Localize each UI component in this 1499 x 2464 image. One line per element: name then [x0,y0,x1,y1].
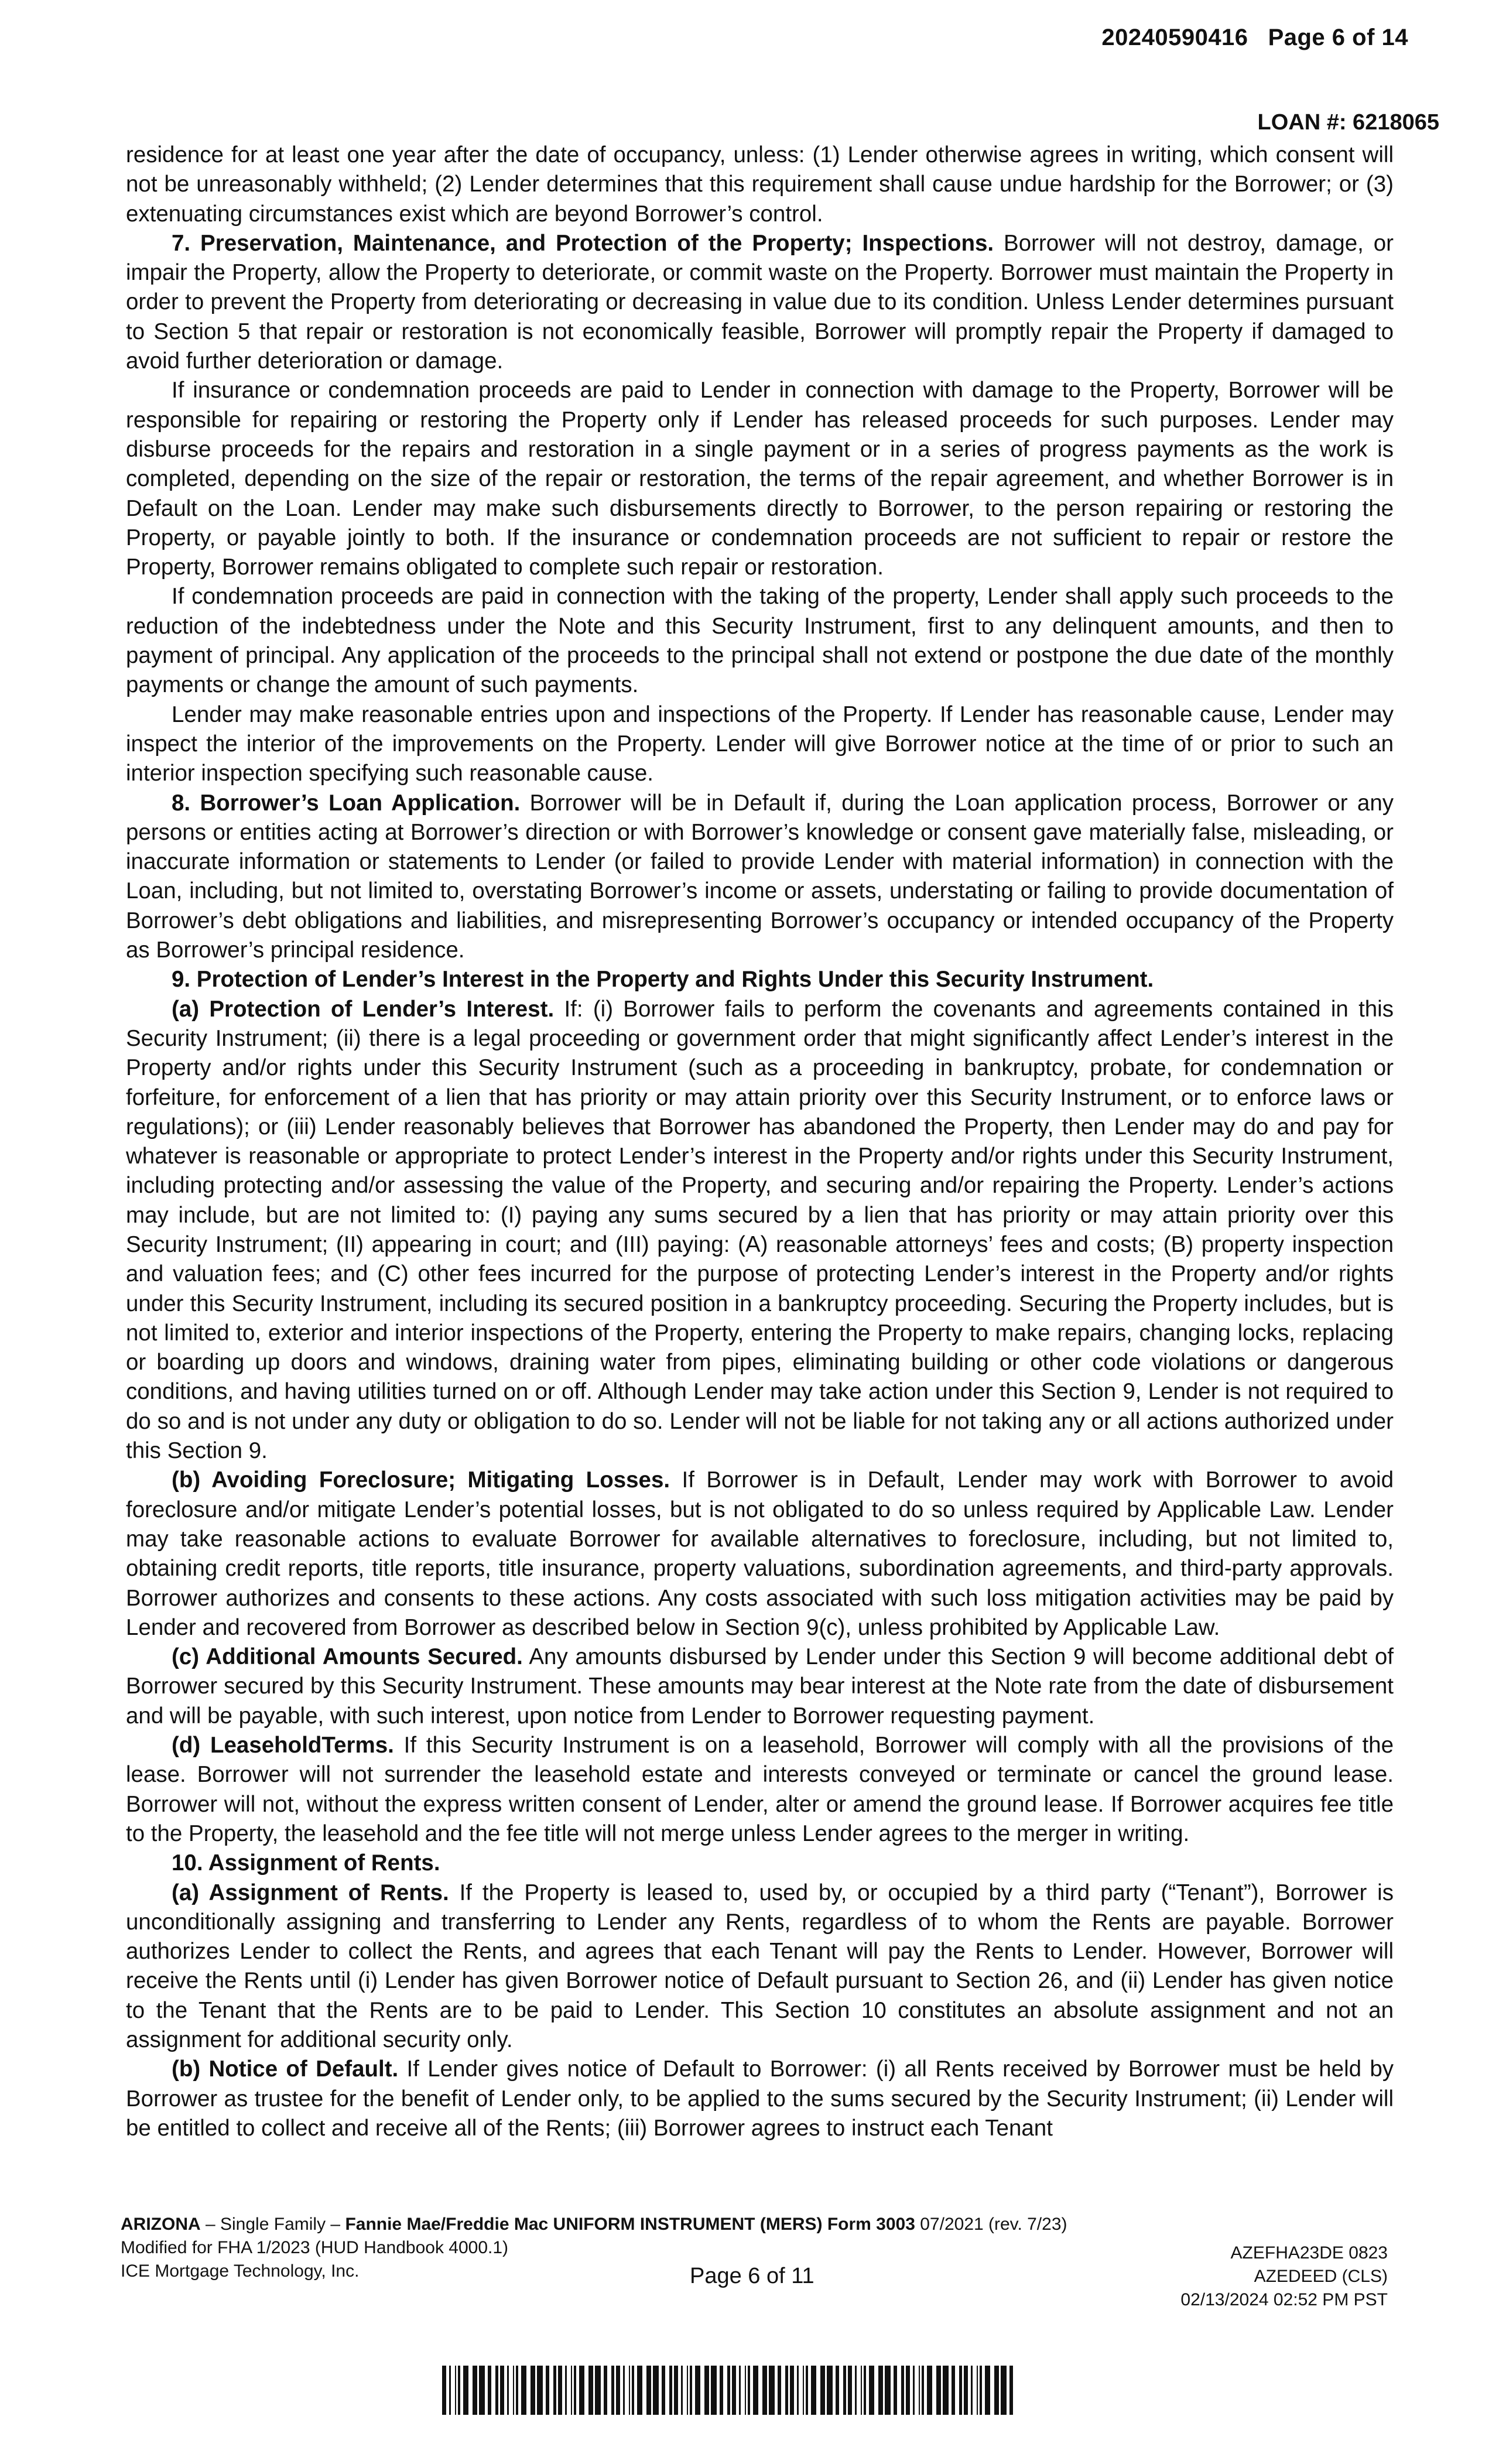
barcode-bar [901,2366,904,2415]
footer-timestamp: 02/13/2024 02:52 PM PST [1180,2290,1388,2309]
barcode-bar [695,2366,700,2415]
barcode-bar [894,2366,897,2415]
barcode-bar [820,2366,825,2415]
section-9d-heading: (d) LeaseholdTerms. [172,1733,394,1758]
barcode-bar [507,2366,509,2415]
barcode-bar [848,2366,852,2415]
barcode-bar [616,2366,620,2415]
recording-page: Page 6 of 14 [1268,25,1408,50]
barcode-bar [442,2366,446,2415]
barcode-bar [632,2366,634,2415]
barcode-bar [623,2366,625,2415]
barcode-bar [906,2366,910,2415]
footer-code-1: AZEFHA23DE 0823 [1230,2243,1388,2263]
barcode-bar [869,2366,874,2415]
barcode-bar [604,2366,607,2415]
section-7-paragraph-4: Lender may make reasonable entries upon and inspections of the Property. If Lender has reasonable cause, Lender may inspect the interior of the improvements on the Property. Lender will give Borrower notice at the time of or prior to such an interior inspection specifying such reasonable cause. [126,701,1394,786]
barcode-bar [574,2366,576,2415]
barcode-bar [531,2366,535,2415]
barcode-bar [571,2366,572,2415]
barcode-bar [720,2366,723,2415]
barcode-bar [711,2366,717,2415]
barcode-bar [878,2366,883,2415]
barcode-bar [449,2366,451,2415]
document-body [126,141,1394,2143]
footer-form-line [121,2213,1067,2236]
section-8-heading: 8. Borrower’s Loan Application. [172,790,521,816]
barcode-bar [855,2366,857,2415]
barcode-bar [479,2366,485,2415]
barcode-bar [936,2366,941,2415]
footer-page-number: Page 6 of 11 [690,2264,814,2288]
loan-number: LOAN #: 6218065 [1257,110,1439,135]
barcode-bar [959,2366,962,2415]
barcode-bar [537,2366,543,2415]
barcode-bar [803,2366,804,2415]
section-9-heading: 9. Protection of Lender’s Interest in the Property and Rights Under this Security Instrument. [172,967,1154,993]
barcode-bar [964,2366,968,2415]
barcode-bar [727,2366,730,2415]
section-9 [126,965,1394,994]
footer-codes [1180,2241,1388,2312]
footer-modified: Modified for FHA 1/2023 (HUD Handbook 4000.1) [121,2238,509,2257]
section-9b-heading: (b) Avoiding Foreclosure; Mitigating Losses. [172,1467,670,1493]
barcode-bar [1009,2366,1013,2415]
barcode-bar [687,2366,688,2415]
barcode-bar [943,2366,949,2415]
section-9c-heading: (c) Additional Amounts Secured. [172,1644,523,1670]
section-7-text: Borrower will not destroy, damage, or impair the Property, allow the Property to deteriorate, or commit waste on the Property. Borrower must maintain the Property in order to prevent the Property from deteriorating or decreasing in value due to its condition. Unless Lender determines pursuant to Section 5 that repair or restoration is not economically feasible, Borrower will promptly repair the Property if damaged to avoid further deterioration or damage. [126,230,1394,374]
barcode-bar [994,2366,999,2415]
footer-code-2: AZEDEED (CLS) [1254,2267,1388,2286]
barcode-bar [669,2366,672,2415]
barcode-bar [637,2366,642,2415]
barcode-bar [495,2366,498,2415]
section-10 [126,1849,1394,1878]
section-7 [126,229,1394,376]
barcode-bar [919,2366,920,2415]
barcode-bar [662,2366,665,2415]
section-10-heading: 10. Assignment of Rents. [172,1850,440,1876]
barcode-bar [797,2366,799,2415]
section-9a [126,995,1394,1466]
barcode-bar [565,2366,567,2415]
barcode-bar [521,2366,526,2415]
barcode-bar [922,2366,924,2415]
section-10a-heading: (a) Assignment of Rents. [172,1880,449,1905]
footer-form-name: Fannie Mae/Freddie Mac UNIFORM INSTRUMENT (MERS) Form 3003 [345,2215,915,2234]
barcode-bar [980,2366,982,2415]
barcode-bar [811,2366,816,2415]
footer-form-info [121,2213,1067,2283]
section-10a [126,1878,1394,2055]
barcode-bar [864,2366,866,2415]
section-9b-text: If Borrower is in Default, Lender may work with Borrower to avoid foreclosure and/or mitigate Lender’s potential losses, but is not obligated to do so unless required by Applicable Law. Lender may take reasonable actions to evaluate Borrower for available alternatives to foreclosure, including, but not limited to, obtaining credit reports, title reports, title insurance, property valuations, subordination agreements, and third-party approvals. Borrower authorizes and consents to these actions. Any costs associated with such loss mitigation activities may be paid by Lender and recovered from Borrower as described below in Section 9(c), unless prohibited by Applicable Law. [126,1467,1394,1640]
barcode-bar [732,2366,736,2415]
section-10b-text: If Lender gives notice of Default to Borrower: (i) all Rents received by Borrower must be held by Borrower as trustee for the benefit of Lender only, to be applied to the sums secured by the Security Instrument; (ii) Lender will be entitled to collect and receive all of the Rents; (iii) Borrower agrees to instruct each Tenant [126,2056,1394,2141]
section-9d-text: If this Security Instrument is on a leasehold, Borrower will comply with all the provisions of the lease. Borrower will not surrender the leasehold estate and interests conveyed or terminate or cancel the ground lease. Borrower will not, without the express written consent of Lender, alter or amend the ground lease. If Borrower acquires fee title to the Property, the leasehold and the fee title will not merge unless Lender agrees to the merger in writing. [126,1733,1394,1846]
barcode-bar [1001,2366,1007,2415]
section-8-text: Borrower will be in Default if, during the Loan application process, Borrower or any persons or entities acting at Borrower’s direction or with Borrower’s knowledge or consent gave materially false, misleading, or inaccurate information or statements to Lender (or failed to provide Lender with material information) in connection with the Loan, including, but not limited to, overstating Borrower’s income or assets, understating or failing to provide documentation of Borrower’s debt obligations and liabilities, and misrepresenting Borrower’s occupancy or intended occupancy of the Property as Borrower’s principal residence. [126,790,1394,963]
section-8 [126,789,1394,966]
barcode-bar [516,2366,518,2415]
barcode-bar [704,2366,709,2415]
barcode-bar [985,2366,990,2415]
barcode-bar [690,2366,692,2415]
footer-company: ICE Mortgage Technology, Inc. [121,2261,360,2281]
barcode-bar [500,2366,504,2415]
barcode-bar [646,2366,651,2415]
barcode-bar [588,2366,593,2415]
barcode-bar [463,2366,468,2415]
section-9a-heading: (a) Protection of Lender’s Interest. [172,996,555,1022]
barcode-bar [927,2366,932,2415]
barcode-bar [458,2366,460,2415]
footer-state: ARIZONA [121,2215,201,2234]
barcode-bar [558,2366,562,2415]
barcode-bar [553,2366,556,2415]
barcode-bar [681,2366,683,2415]
barcode-bar [827,2366,833,2415]
barcode-bar [629,2366,630,2415]
barcode-bar [977,2366,978,2415]
barcode-bar [473,2366,477,2415]
barcode-bar [843,2366,846,2415]
barcode-bar [611,2366,614,2415]
barcode-bar [595,2366,601,2415]
barcode-bar [488,2366,491,2415]
recording-number: 20240590416 [1101,25,1248,50]
section-10b-heading: (b) Notice of Default. [172,2056,399,2082]
barcode-bar [455,2366,456,2415]
barcode-bar [952,2366,955,2415]
barcode-bar [861,2366,862,2415]
section-9c-text: Any amounts disbursed by Lender under this Section 9 will become additional debt of Borrower secured by this Security Instrument. These amounts may bear interest at the Note rate from the date of disbursement and will be payable, with such interest, upon notice from Lender to Borrower requesting payment. [126,1644,1394,1729]
section-7-paragraph-3: If condemnation proceeds are paid in connection with the taking of the property, Lender shall apply such proceeds to the reduction of the indebtedness under the Note and this Security Instrument, first to any delinquent amounts, and then to payment of principal. Any application of the proceeds to the principal shall not extend or postpone the due date of the monthly payments or change the amount of such payments. [126,584,1394,698]
barcode-bar [762,2366,767,2415]
barcode-bar [769,2366,775,2415]
barcode-bar [785,2366,788,2415]
barcode-bar [778,2366,781,2415]
barcode-bar [806,2366,808,2415]
barcode-bar [836,2366,839,2415]
barcode-bar [674,2366,678,2415]
barcode-bar [971,2366,973,2415]
barcode-bar [653,2366,659,2415]
section-10a-text: If the Property is leased to, used by, or occupied by a third party (“Tenant”), Borrower is unconditionally assigning and transferring to Lender any Rents, regardless of to whom the Rents are payable. Borrower authorizes Lender to collect the Rents, and agrees that each Tenant will pay the Rents to Lender. However, Borrower will receive the Rents until (i) Lender has given Borrower notice of Default pursuant to Section 26, and (ii) Lender has given notice to the Tenant that the Rents are to be paid to Lender. This Section 10 constitutes an absolute assignment and not an assignment for additional security only. [126,1880,1394,2052]
section-10b [126,2055,1394,2143]
barcode-bar [546,2366,549,2415]
section-9d [126,1731,1394,1849]
section-9b [126,1466,1394,1642]
recording-header [1101,25,1408,51]
barcode-bar [745,2366,746,2415]
barcode-bar [579,2366,584,2415]
section-9c [126,1642,1394,1731]
footer-form-desc: – Single Family – [200,2215,345,2234]
footer-form-date: 07/2021 (rev. 7/23) [915,2215,1067,2234]
barcode-bar [748,2366,750,2415]
barcode-bar [739,2366,741,2415]
section-9a-text: If: (i) Borrower fails to perform the covenants and agreements contained in this Security Instrument; (ii) there is a legal proceeding or government order that might significantly affect Lender’s interest in the Property and/or rights under this Security Instrument (such as a proceeding in bankruptcy, probate, for condemnation or forfeiture, for enforcement of a lien that has priority or may attain priority over this Security Instrument, or to enforce laws or regulations); or (iii) Lender reasonably believes that Borrower has abandoned the Property, then Lender may do and pay for whatever is reasonable or appropriate to protect Lender’s interest in the Property and/or rights under this Security Instrument, including protecting and/or assessing the value of the Property, and securing and/or repairing the Property. Lender’s actions may include, but are not limited to: (I) paying any sums secured by a lien that has priority or may attain priority over this Security Instrument; (II) appearing in court; and (III) paying: (A) reasonable attorneys’ fees and costs; (B) property inspection and valuation fees; and (C) other fees incurred for the purpose of protecting Lender’s interest in the Property and/or rights under this Security Instrument, including its secured position in a bankruptcy proceeding. Securing the Property includes, but is not limited to, exterior and interior inspections of the Property, entering the Property to make repairs, changing locks, replacing or boarding up doors and windows, draining water from pipes, eliminating building or other code violations or dangerous conditions, and having utilities turned on or off. Although Lender may take action under this Section 9, Lender is not required to do so and is not under any duty or obligation to do so. Lender will not be liable for not taking any or all actions authorized under this Section 9. [126,996,1394,1464]
barcode-bar [790,2366,794,2415]
barcode-bar [753,2366,758,2415]
paragraph-continued: residence for at least one year after the date of occupancy, unless: (1) Lender otherwise agrees in writing, which consent will not be unreasonably withheld; (2) Lender determines that this requirement shall cause undue hardship for the Borrower; or (3) extenuating circumstances exist which are beyond Borrower’s control. [126,142,1394,227]
barcode-bar [513,2366,514,2415]
barcode-icon [442,2366,1022,2415]
section-7-paragraph-2: If insurance or condemnation proceeds are paid to Lender in connection with damage to the Property, Borrower will be responsible for repairing or restoring the Property only if Lender has released proceeds for such purposes. Lender may disburse proceeds for the repairs and restoration in a single payment or in a series of progress payments as the work is completed, depending on the size of the repair or restoration, the terms of the repair agreement, and whether Borrower is in Default on the Loan. Lender may make such disbursements directly to Borrower, to the person repairing or restoring the Property, or payable jointly to both. If the insurance or condemnation proceeds are not sufficient to repair or restore the Property, Borrower remains obligated to complete such repair or restoration. [126,378,1394,580]
section-7-heading: 7. Preservation, Maintenance, and Protection of the Property; Inspections. [172,230,994,256]
barcode-bar [913,2366,915,2415]
barcode-bar [885,2366,891,2415]
